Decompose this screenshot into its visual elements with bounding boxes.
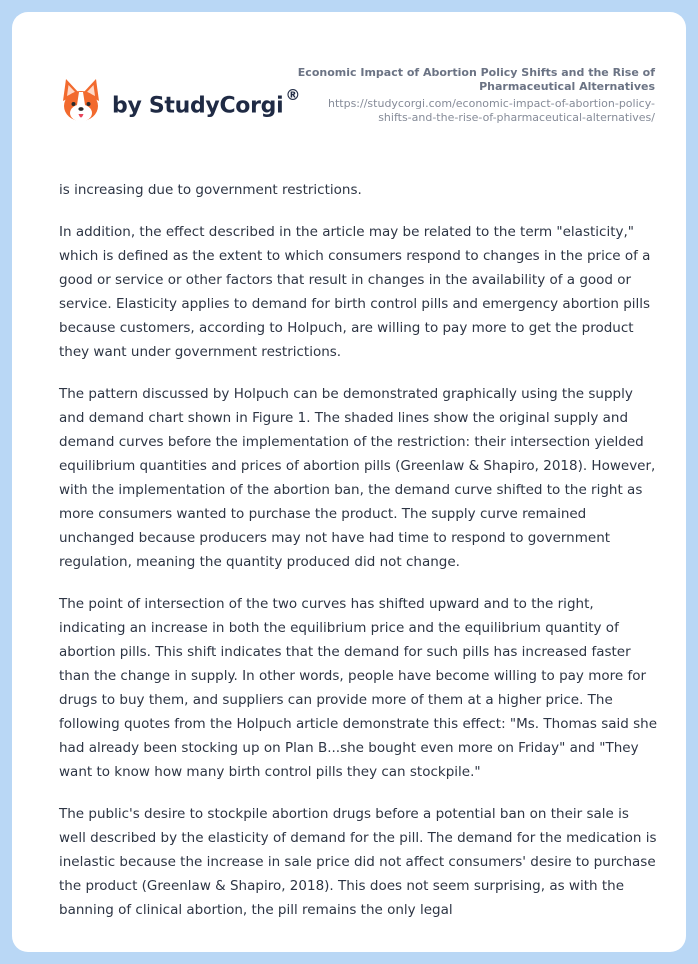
document-page [12, 12, 686, 952]
document-title: Economic Impact of Abortion Policy Shifts and the Rise of Pharmaceutical Alternatives [297, 66, 655, 93]
document-url[interactable]: https://studycorgi.com/economic-impact-of-abortion-policy-shifts-and-the-rise-of-pharmaceutical-alternatives/ [328, 97, 655, 124]
essay-body [59, 178, 659, 940]
paragraph: The pattern discussed by Holpuch can be demonstrated graphically using the supply and demand chart shown in Figure 1. The shaded lines show the original supply and demand curves before the implementation of the restriction: their intersection yielded equilibrium quantities and prices of abortion pills (Greenlaw & Shapiro, 2018). However, with the implementation of the abortion ban, the demand curve shifted to the right as more consumers wanted to purchase the product. The supply curve remained unchanged because producers may not have had time to respond to government regulation, meaning the quantity produced did not change. [59, 386, 656, 570]
registered-mark: ® [285, 85, 301, 104]
page-header [12, 12, 686, 152]
paragraph: The public's desire to stockpile abortion drugs before a potential ban on their sale is well described by the elasticity of demand for the pill. The demand for the medication is inelastic because the increase in sale price did not affect consumers' desire to purchase the product (Greenlaw & Shapiro, 2018). This does not seem surprising, as with the banning of clinical abortion, the pill remains the only legal [59, 806, 657, 918]
document-meta [295, 66, 655, 125]
studycorgi-logo[interactable] [60, 76, 300, 126]
corgi-logo-icon [60, 77, 102, 125]
brand-text: by StudyCorgi [112, 93, 284, 119]
paragraph: In addition, the effect described in the article may be related to the term "elasticity," which is defined as the extent to which consumers respond to changes in the price of a good or service or other factors that result in changes in the availability of a good or service. Elasticity applies to demand for birth control pills and emergency abortion pills because customers, according to Holpuch, are willing to pay more to get the product they want under government restrictions. [59, 224, 651, 360]
paragraph: The point of intersection of the two curves has shifted upward and to the right, indicating an increase in both the equilibrium price and the equilibrium quantity of abortion pills. This shift indicates that the demand for such pills has increased faster than the change in supply. In other words, people have become willing to pay more for drugs to buy them, and suppliers can provide more of them at a higher price. The following quotes from the Holpuch article demonstrate this effect: "Ms. Thomas said she had already been stocking up on Plan B...she bought even more on Friday" and "They want to know how many birth control pills they can stockpile." [59, 596, 658, 780]
paragraph: is increasing due to government restrictions. [59, 182, 362, 198]
brand-name [112, 85, 301, 119]
